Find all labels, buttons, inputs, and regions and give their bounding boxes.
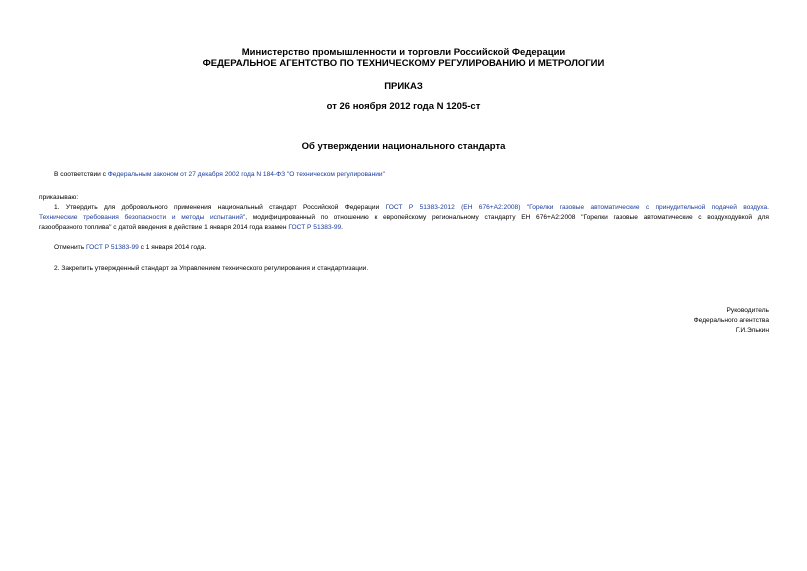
order-title: ПРИКАЗ xyxy=(384,81,423,92)
item2-paragraph: 2. Закрепить утвержденный стандарт за Управлением технического регулирования и стандартизации. xyxy=(54,265,369,272)
item1-line1 xyxy=(54,203,769,213)
cancel-gost-link[interactable]: ГОСТ Р 51383-99 xyxy=(85,244,139,251)
cancel-suffix: с 1 января 2014 года. xyxy=(138,244,207,251)
gost-2012-link-part2[interactable]: Технические требования безопасности и методы испытаний" xyxy=(39,214,246,221)
order-subject: Об утверждении национального стандарта xyxy=(301,141,506,152)
signature-position-line2: Федерального агентства xyxy=(693,317,769,324)
order-word: приказываю: xyxy=(39,194,79,201)
intro-paragraph xyxy=(54,170,385,180)
cancel-paragraph xyxy=(54,243,206,253)
item1-line3 xyxy=(39,223,343,233)
cancel-prefix: Отменить xyxy=(54,244,86,251)
signature-position-line1: Руководитель xyxy=(726,307,769,314)
agency-name: ФЕДЕРАЛЬНОЕ АГЕНТСТВО ПО ТЕХНИЧЕСКОМУ РЕГУЛИРОВАНИЮ И МЕТРОЛОГИИ xyxy=(202,58,605,69)
item1-end: . xyxy=(341,224,343,231)
item1-line3-text: газообразного топлива" с датой введения в действие 1 января 2014 года взамен xyxy=(39,224,289,231)
item1-mid: , модифицированный по отношению к европейскому региональному стандарту ЕН 676+А2:2008 "Горелки газовые автоматические с воздуходувкой для xyxy=(245,214,769,221)
item1-line2 xyxy=(39,213,769,223)
order-date: от 26 ноября 2012 года N 1205-ст xyxy=(326,101,481,112)
federal-law-link[interactable]: Федеральным законом от 27 декабря 2002 года N 184-ФЗ "О техническом регулировании" xyxy=(107,171,385,178)
ministry-name: Министерство промышленности и торговли Российской Федерации xyxy=(241,47,566,58)
gost-2012-link-part1[interactable]: ГОСТ Р 51383-2012 (ЕН 676+А2:2008) "Горелки газовые автоматические с принудительной подачей воздуха. xyxy=(385,204,769,211)
item1-prefix: 1. Утвердить для добровольного применения национальный стандарт Российской Федерации xyxy=(54,204,386,211)
gost-99-link[interactable]: ГОСТ Р 51383-99 xyxy=(288,224,342,231)
signature-name: Г.И.Элькин xyxy=(735,327,769,334)
intro-prefix: В соответствии с xyxy=(54,171,108,178)
